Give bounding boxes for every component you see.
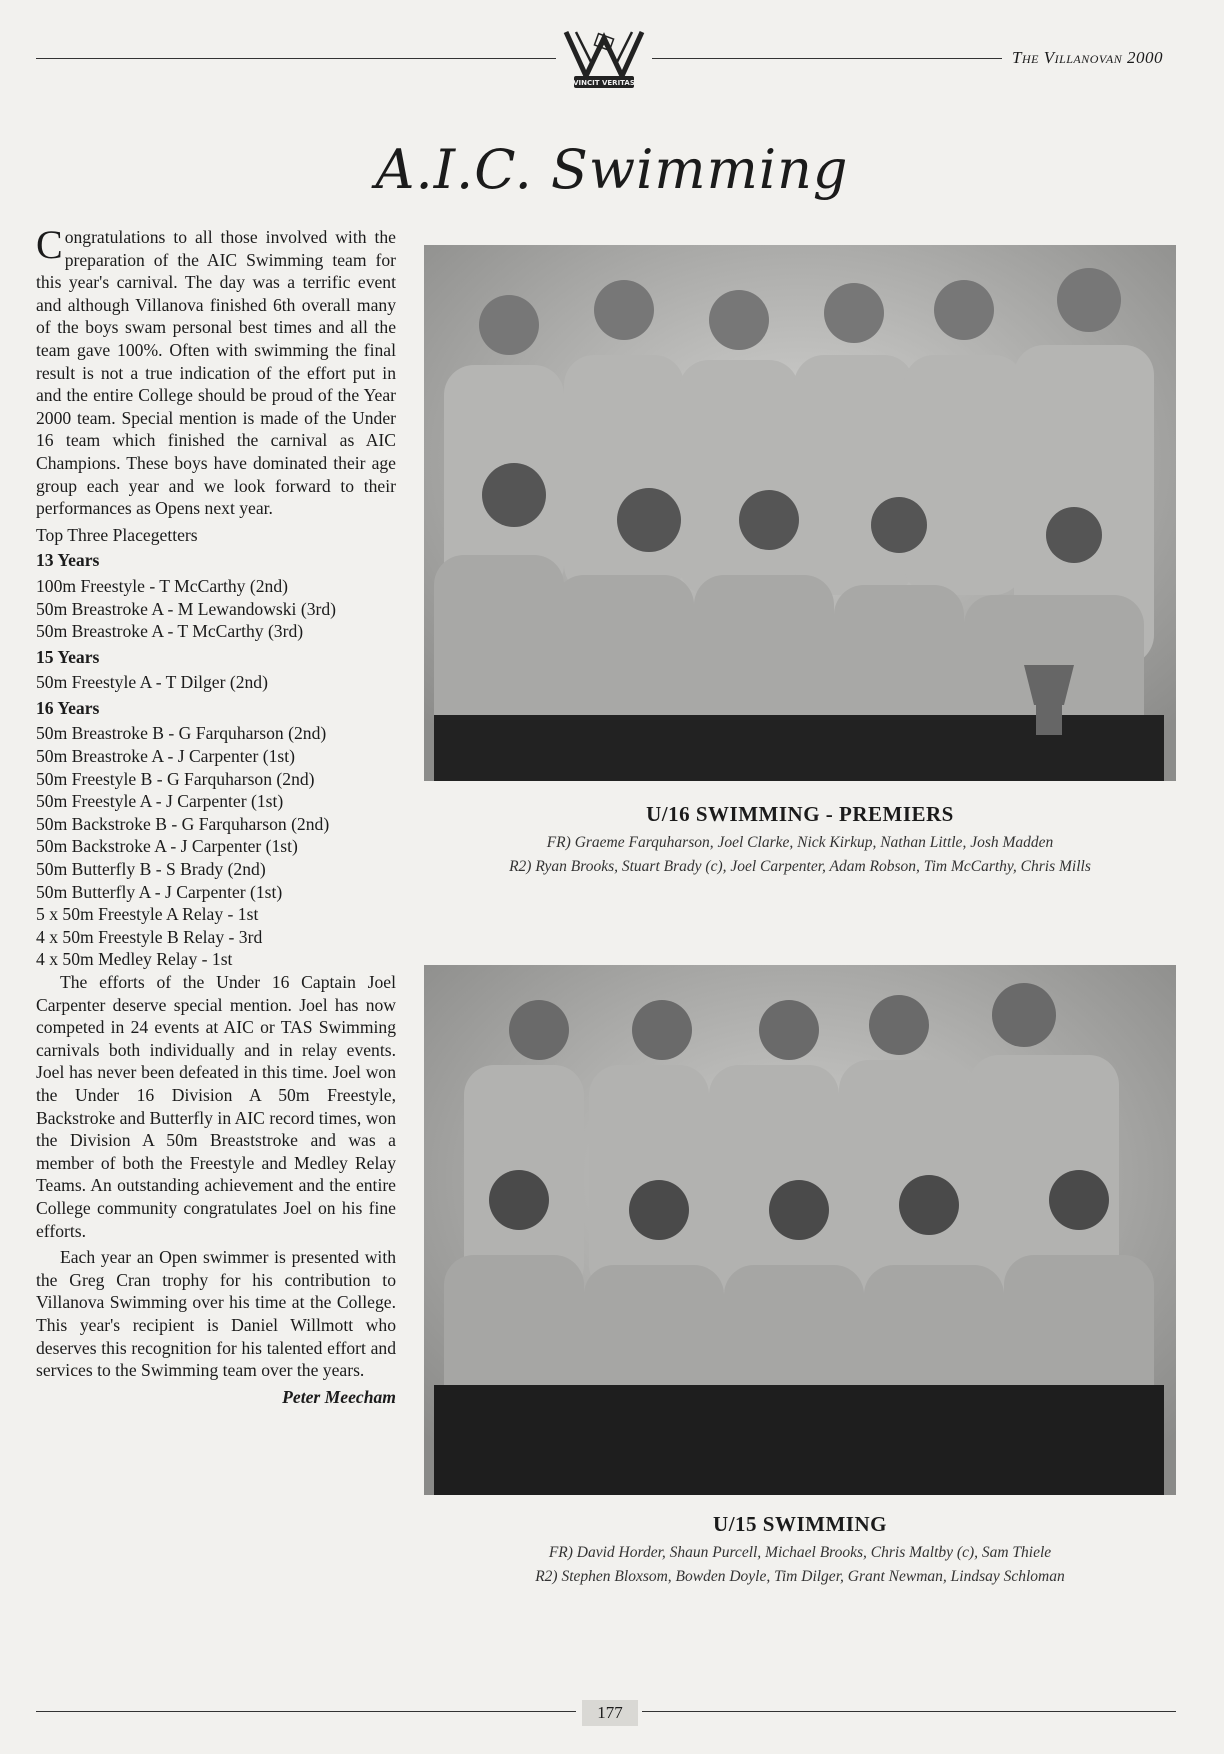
header-rule-left xyxy=(36,58,556,59)
footer-rule-right xyxy=(642,1711,1176,1712)
footer-rule-left xyxy=(36,1711,576,1712)
group-heading: 13 Years xyxy=(36,550,100,571)
intro-paragraph xyxy=(36,222,396,520)
page-number: 177 xyxy=(582,1700,638,1726)
article-title: A.I.C. Swimming xyxy=(375,138,849,201)
group-heading: 16 Years xyxy=(36,697,100,718)
running-head: The Villanovan 2000 xyxy=(1012,48,1163,67)
photo-caption-title: U/15 SWIMMING xyxy=(713,1512,887,1536)
team-photo-u15 xyxy=(424,965,1176,1495)
result-item: 50m Butterfly B - S Brady (2nd) xyxy=(36,859,266,880)
result-item: 50m Freestyle B - G Farquharson (2nd) xyxy=(36,768,315,789)
article-column xyxy=(36,222,396,1408)
result-item: 50m Butterfly A - J Carpenter (1st) xyxy=(36,881,283,902)
svg-text:VINCIT VERITAS: VINCIT VERITAS xyxy=(573,79,635,87)
result-item: 5 x 50m Freestyle A Relay - 1st xyxy=(36,904,259,925)
result-item: 100m Freestyle - T McCarthy (2nd) xyxy=(36,575,288,596)
photo-caption-rear-row: R2) Stephen Bloxsom, Bowden Doyle, Tim Dilger, Grant Newman, Lindsay Schloman xyxy=(535,1568,1065,1585)
drop-cap: C xyxy=(36,222,63,267)
result-item: 50m Backstroke A - J Carpenter (1st) xyxy=(36,836,298,857)
photo-caption-front-row: FR) Graeme Farquharson, Joel Clarke, Nick Kirkup, Nathan Little, Josh Madden xyxy=(546,834,1054,851)
result-item: 4 x 50m Medley Relay - 1st xyxy=(36,949,233,970)
team-photo-u16 xyxy=(424,245,1176,781)
captain-paragraph: The efforts of the Under 16 Captain Joel Carpenter deserve special mention. Joel has now competed in 24 events at AIC or TAS Swimming carnivals both individually and in relay events. Joel has never been defeated in this time. Joel won the Under 16 Division A 50m Freestyle, Backstroke and Butterfly in AIC record times, won the Division A 50m Breaststroke and was a member of both the Freestyle and Medley Relay Teams. An outstanding achievement and the entire College community congratulates Joel on his fine efforts. xyxy=(36,972,396,1241)
photo-caption-rear-row: R2) Ryan Brooks, Stuart Brady (c), Joel Carpenter, Adam Robson, Tim McCarthy, Chris Mills xyxy=(509,858,1091,875)
result-item: 50m Backstroke B - G Farquharson (2nd) xyxy=(36,813,330,834)
placegetters-heading: Top Three Placegetters xyxy=(36,524,198,545)
author-signature: Peter Meecham xyxy=(282,1386,396,1407)
result-item: 50m Breastroke B - G Farquharson (2nd) xyxy=(36,723,327,744)
villanova-crest-icon xyxy=(560,24,648,96)
photo-caption-front-row: FR) David Horder, Shaun Purcell, Michael Brooks, Chris Maltby (c), Sam Thiele xyxy=(548,1544,1052,1561)
result-item: 4 x 50m Freestyle B Relay - 3rd xyxy=(36,926,263,947)
intro-text: ongratulations to all those involved with the preparation of the AIC Swimming team for this year's carnival. The day was a terrific event and although Villanova finished 6th overall many of the boys swam personal best times and all the team gave 100%. Often with swimming the final result is not a true indication of the effort put in and the entire College should be proud of the Year 2000 team. Special mention is made of the Under 16 team which finished the carnival as AIC Champions. These boys have dominated their age group each year and we look forward to their performances as Opens next year. xyxy=(36,227,396,519)
result-item: 50m Freestyle A - J Carpenter (1st) xyxy=(36,791,284,812)
photo-caption-title: U/16 SWIMMING - PREMIERS xyxy=(646,802,954,826)
header-rule-right xyxy=(652,58,1002,59)
group-heading: 15 Years xyxy=(36,646,100,667)
result-item: 50m Breastroke A - J Carpenter (1st) xyxy=(36,746,295,767)
result-item: 50m Freestyle A - T Dilger (2nd) xyxy=(36,672,268,693)
result-item: 50m Breastroke A - T McCarthy (3rd) xyxy=(36,621,304,642)
result-item: 50m Breastroke A - M Lewandowski (3rd) xyxy=(36,598,337,619)
trophy-paragraph: Each year an Open swimmer is presented with the Greg Cran trophy for his contribution to Villanova Swimming over his time at the College. This year's recipient is Daniel Willmott who deserves this recognition for his talented effort and services to the Swimming team over the years. xyxy=(36,1247,396,1381)
